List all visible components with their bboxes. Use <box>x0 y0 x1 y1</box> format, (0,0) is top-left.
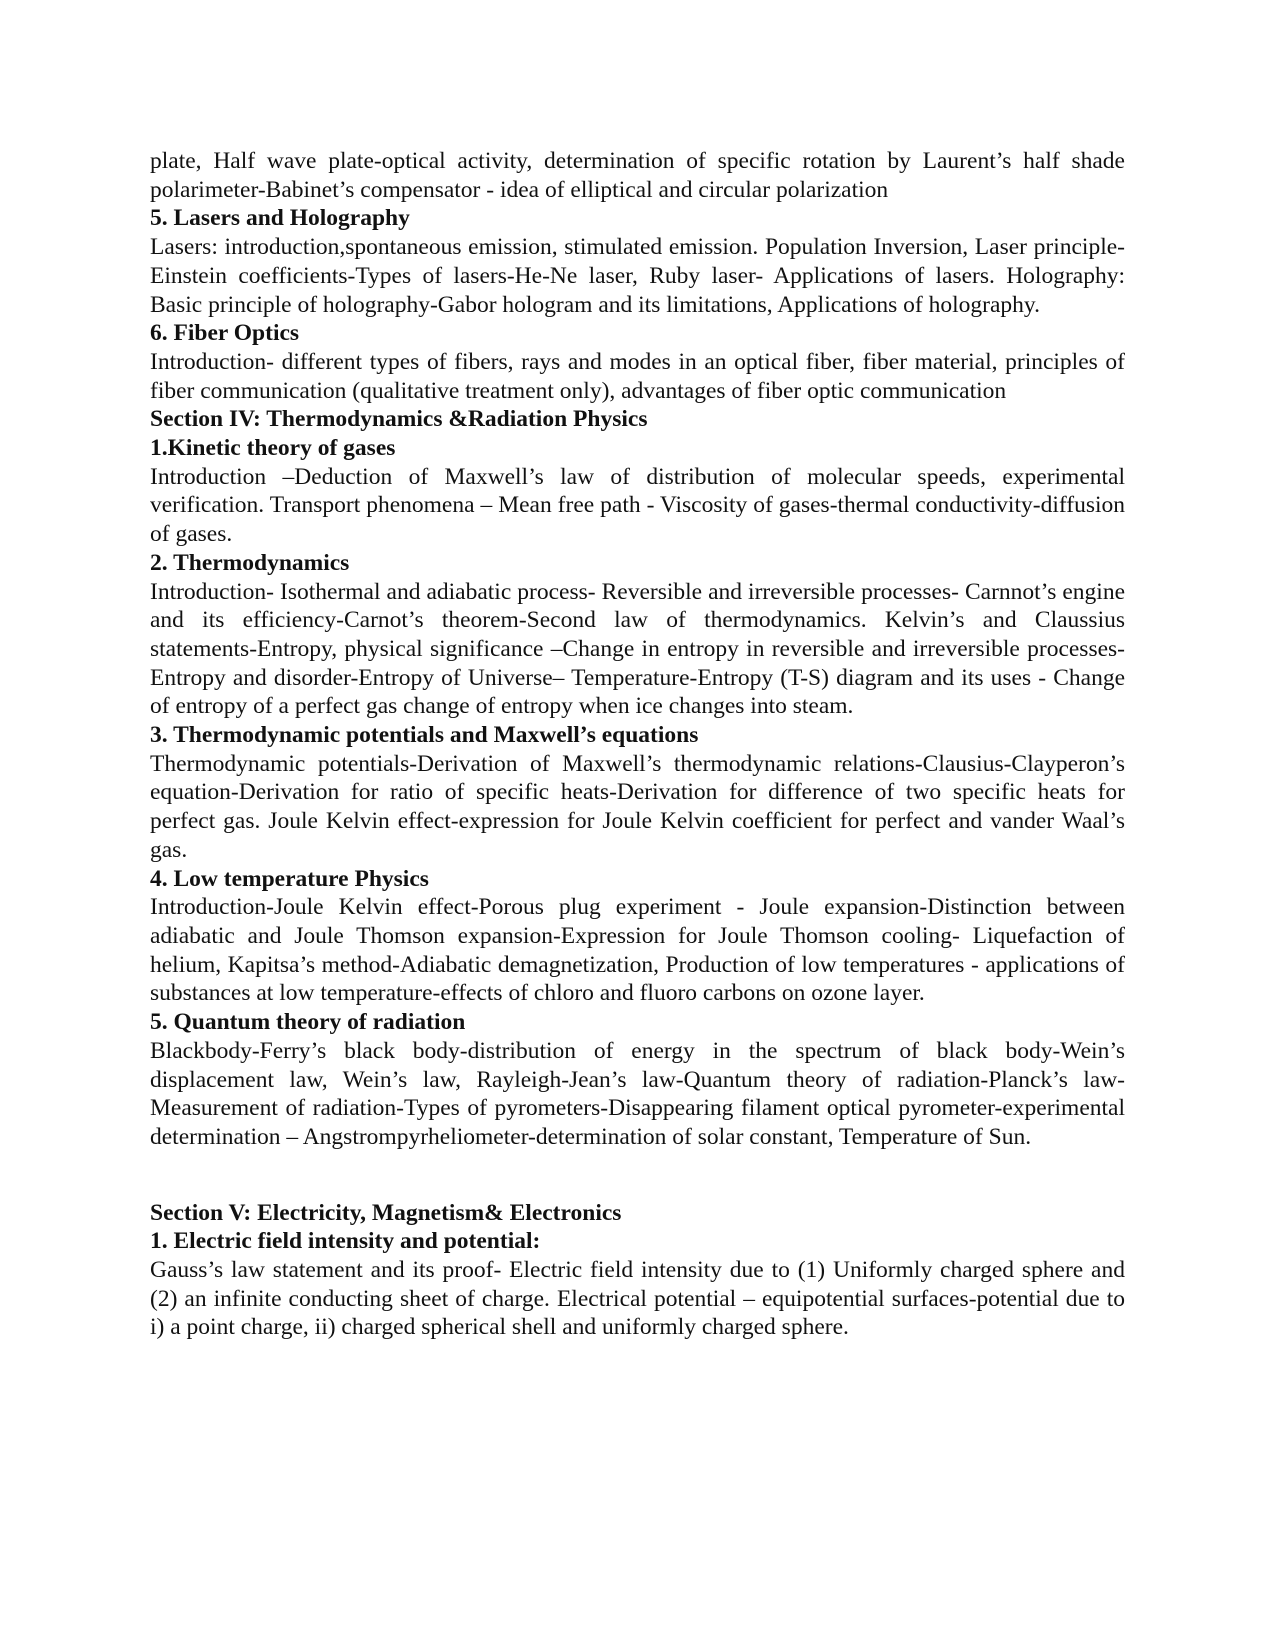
paragraph-electric-field: Gauss’s law statement and its proof- Electric field intensity due to (1) Uniformly charged sphere and (2) an infinite conducting sheet of charge. Electrical potential – equipotential surfaces-potential due to i) a point charge, ii) charged spherical shell and uniformly charged sphere. <box>150 1257 1125 1341</box>
heading-lasers-holography: 5. Lasers and Holography <box>150 205 410 232</box>
paragraph-kinetic-theory: Introduction –Deduction of Maxwell’s law of distribution of molecular speeds, experimental verification. Transport phenomena – Mean free path - Viscosity of gases-thermal conductivity-diffusion of gases. <box>150 463 1125 548</box>
heading-section-v: Section V: Electricity, Magnetism& Electronics <box>150 1199 622 1226</box>
section-gap <box>150 1152 1125 1199</box>
paragraph-polarization: plate, Half wave plate-optical activity, determination of specific rotation by Laurent’s half shade polarimeter-Babinet’s compensator - idea of elliptical and circular polarization <box>150 148 1125 203</box>
paragraph-low-temperature: Introduction-Joule Kelvin effect-Porous plug experiment - Joule expansion-Distinction between adiabatic and Joule Thomson expansion-Expression for Joule Thomson cooling- Liquefaction of helium, Kapitsa’s method-Adiabatic demagnetization, Production of low temperatures - applications of substances at low temperature-effects of chloro and fluoro carbons on ozone layer. <box>150 894 1125 1007</box>
heading-kinetic-theory: 1.Kinetic theory of gases <box>150 435 396 462</box>
paragraph-quantum-radiation: Blackbody-Ferry’s black body-distribution of energy in the spectrum of black body-Wein’s displacement law, Wein’s law, Rayleigh-Jean’s law-Quantum theory of radiation-Planck’s law-Measurement of radiation-Types of pyrometers-Disappearing filament optical pyrometer-experimental determination – Angstrompyrheliometer-determination of solar constant, Temperature of Sun. <box>150 1037 1125 1150</box>
heading-low-temperature: 4. Low temperature Physics <box>150 865 429 892</box>
heading-section-iv: Section IV: Thermodynamics &Radiation Physics <box>150 406 648 433</box>
paragraph-lasers: Lasers: introduction,spontaneous emission, stimulated emission. Population Inversion, Laser principle-Einstein coefficients-Types of lasers-He-Ne laser, Ruby laser- Applications of lasers. Holography: Basic principle of holography-Gabor hologram and its limitations, Applications of holography. <box>150 234 1125 318</box>
document-body <box>150 147 1125 1342</box>
heading-fiber-optics: 6. Fiber Optics <box>150 320 300 347</box>
heading-quantum-radiation: 5. Quantum theory of radiation <box>150 1009 466 1036</box>
paragraph-thermodynamic-potentials: Thermodynamic potentials-Derivation of Maxwell’s thermodynamic relations-Clausius-Clayperon’s equation-Derivation for ratio of specific heats-Derivation for difference of two specific heats for perfect gas. Joule Kelvin effect-expression for Joule Kelvin coefficient for perfect and vander Waal’s gas. <box>150 750 1125 863</box>
paragraph-fiber-optics: Introduction- different types of fibers, rays and modes in an optical fiber, fiber material, principles of fiber communication (qualitative treatment only), advantages of fiber optic communication <box>150 348 1125 404</box>
heading-thermodynamic-potentials: 3. Thermodynamic potentials and Maxwell’s equations <box>150 722 699 749</box>
paragraph-thermodynamics: Introduction- Isothermal and adiabatic process- Reversible and irreversible processes- Carnnot’s engine and its efficiency-Carnot’s theorem-Second law of thermodynamics. Kelvin’s and Claussius statements-Entropy, physical significance –Change in entropy in reversible and irreversible processes-Entropy and disorder-Entropy of Universe– Temperature-Entropy (T-S) diagram and its uses - Change of entropy of a perfect gas change of entropy when ice changes into steam. <box>150 578 1125 720</box>
heading-thermodynamics: 2. Thermodynamics <box>150 549 350 576</box>
heading-electric-field: 1. Electric field intensity and potential: <box>150 1228 541 1255</box>
